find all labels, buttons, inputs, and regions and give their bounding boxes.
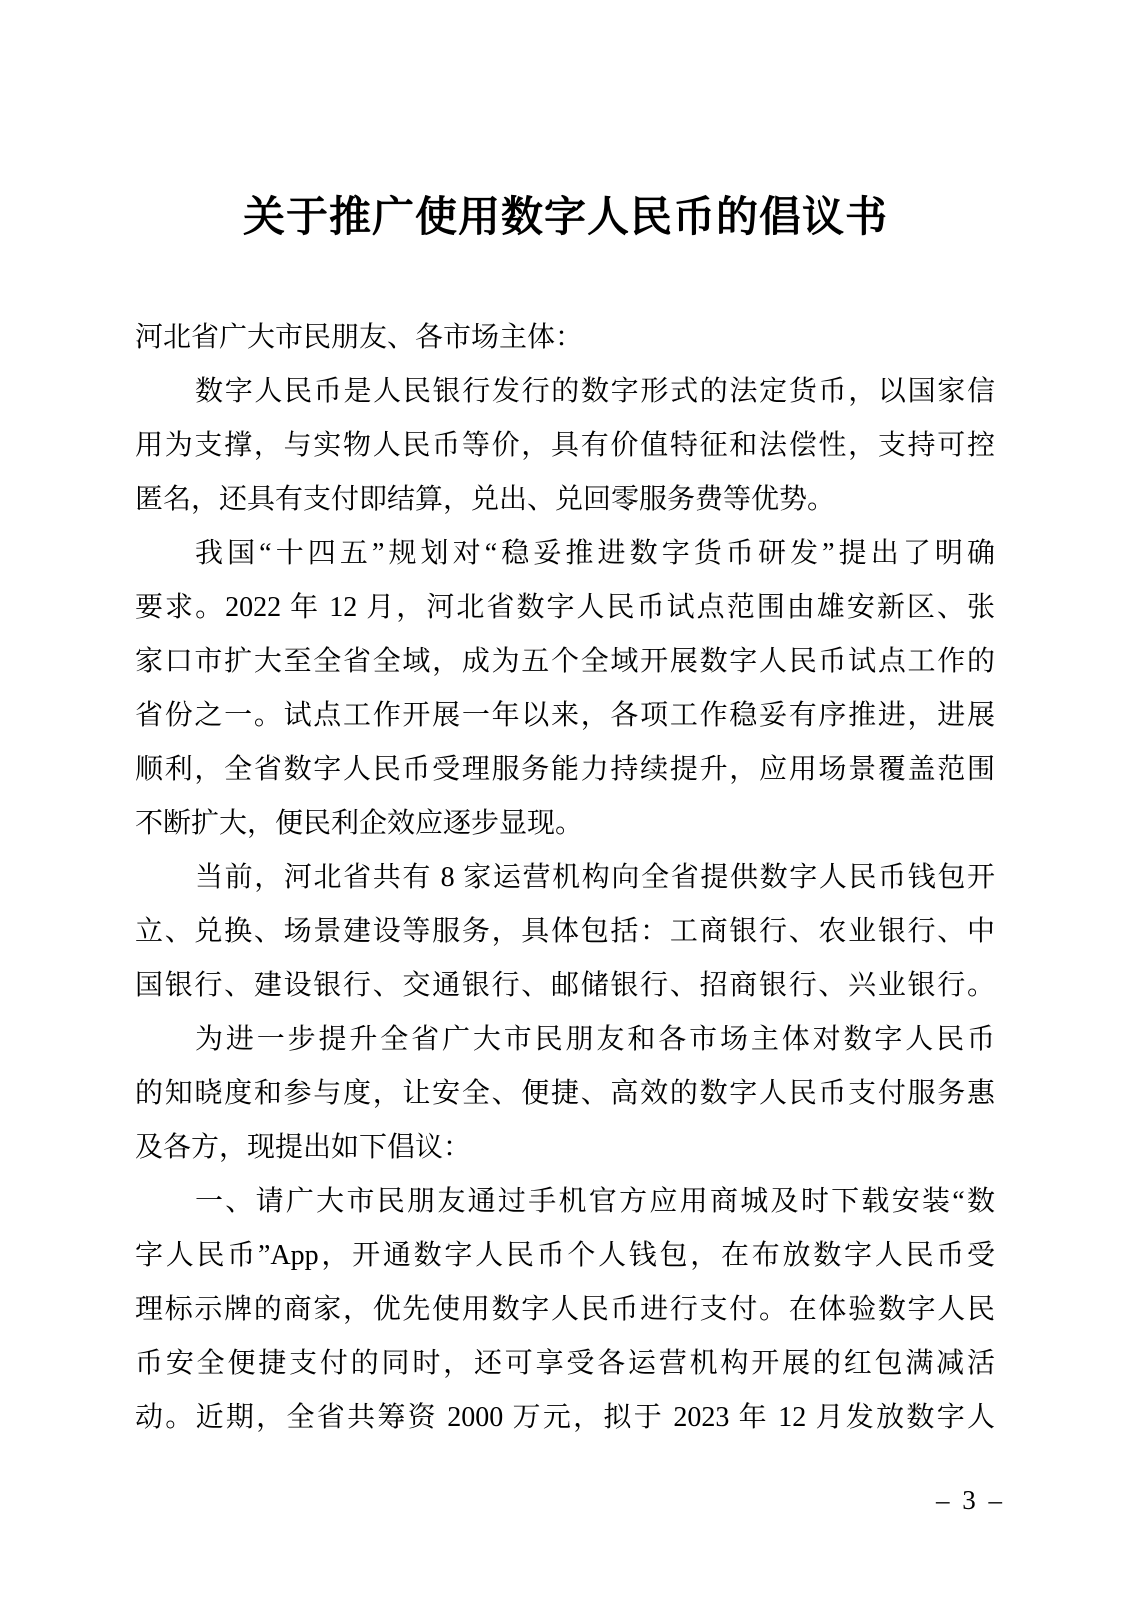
text-line: 匿名，还具有支付即结算，兑出、兑回零服务费等优势。 (135, 484, 836, 515)
text-line: 河北省广大市民朋友、各市场主体： (135, 322, 584, 353)
text-line: 理标示牌的商家，优先使用数字人民币进行支付。在体验数字人民 (135, 1294, 995, 1325)
text-line: 当前，河北省共有 8 家运营机构向全省提供数字人民币钱包开 (195, 862, 995, 893)
text-line: 及各方，现提出如下倡议： (135, 1132, 472, 1163)
text-line: 立、兑换、场景建设等服务，具体包括：工商银行、农业银行、中 (135, 916, 995, 947)
text-line: 动。近期，全省共筹资 2000 万元，拟于 2023 年 12 月发放数字人 (135, 1402, 995, 1433)
text-line: 我国“十四五”规划对“稳妥推进数字货币研发”提出了明确 (195, 538, 995, 569)
text-line: 一、请广大市民朋友通过手机官方应用商城及时下载安装“数 (195, 1186, 995, 1217)
text-line: 字人民币”App，开通数字人民币个人钱包，在布放数字人民币受 (135, 1240, 995, 1271)
text-line: 国银行、建设银行、交通银行、邮储银行、招商银行、兴业银行。 (135, 970, 995, 1001)
text-line: 省份之一。试点工作开展一年以来，各项工作稳妥有序推进，进展 (135, 700, 995, 731)
text-line: 为进一步提升全省广大市民朋友和各市场主体对数字人民币 (195, 1024, 995, 1055)
text-line: 不断扩大，便民利企效应逐步显现。 (135, 808, 584, 839)
page-number: – 3 – (936, 1485, 1005, 1515)
text-line: 顺利，全省数字人民币受理服务能力持续提升，应用场景覆盖范围 (135, 754, 995, 785)
text-line: 的知晓度和参与度，让安全、便捷、高效的数字人民币支付服务惠 (135, 1078, 995, 1109)
text-line: 家口市扩大至全省全域，成为五个全域开展数字人民币试点工作的 (135, 646, 995, 677)
text-line: 用为支撑，与实物人民币等价，具有价值特征和法偿性，支持可控 (135, 430, 995, 461)
document-title: 关于推广使用数字人民币的倡议书 (242, 195, 888, 241)
text-line: 币安全便捷支付的同时，还可享受各运营机构开展的红包满减活 (135, 1348, 995, 1379)
document-body (135, 311, 995, 1445)
text-line: 要求。2022 年 12 月，河北省数字人民币试点范围由雄安新区、张 (135, 592, 995, 623)
text-line: 数字人民币是人民银行发行的数字形式的法定货币，以国家信 (195, 376, 995, 407)
